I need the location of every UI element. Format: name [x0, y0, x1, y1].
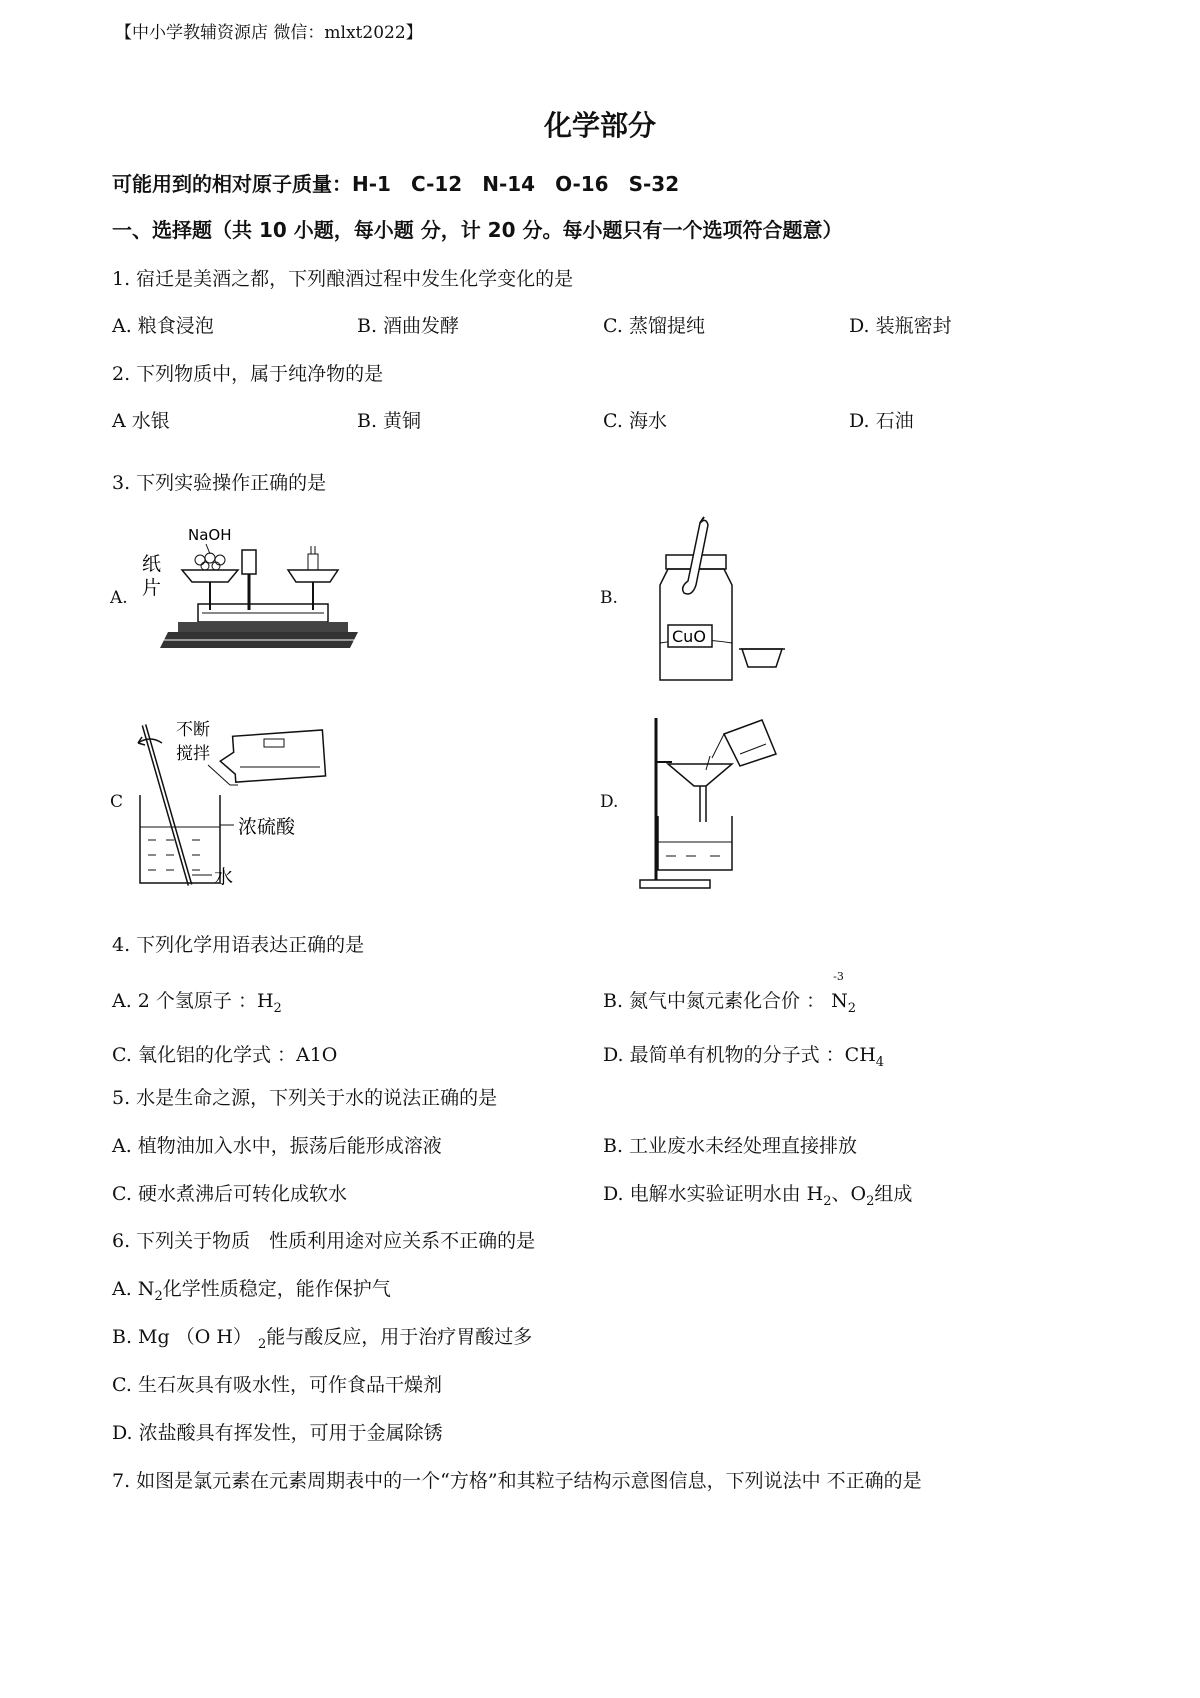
question-6-option-d: D. 浓盐酸具有挥发性，可用于金属除锈	[112, 1422, 443, 1444]
question-5-option-b: B. 工业废水未经处理直接排放	[603, 1135, 858, 1157]
water-label: 水	[214, 866, 234, 888]
question-4-option-b: B. 氮气中氮元素化合价 ： -3 $N_2$	[603, 970, 857, 1016]
atomic-masses: 可能用到的相对原子质量：H-1 C-12 N-14 O-16 S-32	[112, 172, 680, 196]
question-4-option-c: C. 氧化铝的化学式 ：A1O	[112, 1044, 338, 1066]
balance-figure	[138, 520, 358, 670]
question-2-option-c: C. 海水	[603, 410, 667, 432]
filtration-figure	[636, 710, 796, 895]
question-4-stem: 4. 下列化学用语表达正确的是	[112, 934, 365, 956]
question-2-option-b: B. 黄铜	[357, 410, 422, 432]
question-1-option-b: B. 酒曲发酵	[357, 315, 460, 337]
question-5-stem: 5. 水是生命之源，下列关于水的说法正确的是	[112, 1087, 498, 1109]
question-4-option-a: A. 2 个氢原子 ：$H_2$	[112, 990, 282, 1016]
question-4-option-d: D. 最简单有机物的分子式 ：$CH_4$	[603, 1044, 885, 1070]
question-1-stem: 1. 宿迁是美酒之都，下列酿酒过程中发生化学变化的是	[112, 268, 574, 290]
question-3-label-c: C	[110, 792, 124, 812]
question-1-option-d: D. 装瓶密封	[849, 315, 952, 337]
question-6-stem: 6. 下列关于物质 性质利用途对应关系不正确的是	[112, 1230, 536, 1252]
paper-label-2: 片	[142, 577, 162, 599]
question-3-label-a: A.	[110, 588, 128, 608]
page-title: 化学部分	[543, 109, 656, 142]
stir-label-1: 不断	[176, 720, 210, 740]
naoh-label: NaOH	[188, 526, 232, 544]
question-7-stem: 7. 如图是氯元素在元素周期表中的一个“方格”和其粒子结构示意图信息，下列说法中 不正确的是	[112, 1470, 922, 1492]
reagent-bottle-figure	[640, 515, 790, 685]
question-3-label-b: B.	[600, 588, 618, 608]
question-3-label-d: D.	[600, 792, 619, 812]
question-5-option-c: C. 硬水煮沸后可转化成软水	[112, 1183, 347, 1205]
question-6-option-c: C. 生石灰具有吸水性，可作食品干燥剂	[112, 1374, 442, 1396]
cuo-label: CuO	[672, 627, 706, 646]
question-2-option-a: A 水银	[112, 410, 170, 432]
paper-label-1: 纸	[142, 553, 162, 575]
page-header: 【中小学教辅资源店 微信：mlxt2022】	[115, 23, 423, 43]
question-1-option-a: A. 粮食浸泡	[112, 315, 214, 337]
acid-label: 浓硫酸	[238, 816, 296, 838]
question-3-stem: 3. 下列实验操作正确的是	[112, 472, 327, 494]
question-2-option-d: D. 石油	[849, 410, 914, 432]
section-heading: 一、选择题（共 10 小题，每小题 分，计 20 分。每小题只有一个选项符合题意）	[112, 218, 843, 242]
dilution-figure	[130, 715, 370, 895]
question-1-option-c: C. 蒸馏提纯	[603, 315, 705, 337]
question-5-option-a: A. 植物油加入水中，振荡后能形成溶液	[112, 1135, 442, 1157]
question-5-option-d: D. 电解水实验证明水由 $H_2$、$O_2$组成	[603, 1183, 913, 1209]
valence-superscript: -3	[833, 970, 844, 983]
stir-label-2: 搅拌	[176, 744, 210, 764]
question-2-stem: 2. 下列物质中，属于纯净物的是	[112, 363, 384, 385]
question-6-option-b: B. Mg （O H） $_2$能与酸反应，用于治疗胃酸过多	[112, 1326, 533, 1352]
question-6-option-a: A. $N_2$化学性质稳定，能作保护气	[112, 1278, 391, 1304]
